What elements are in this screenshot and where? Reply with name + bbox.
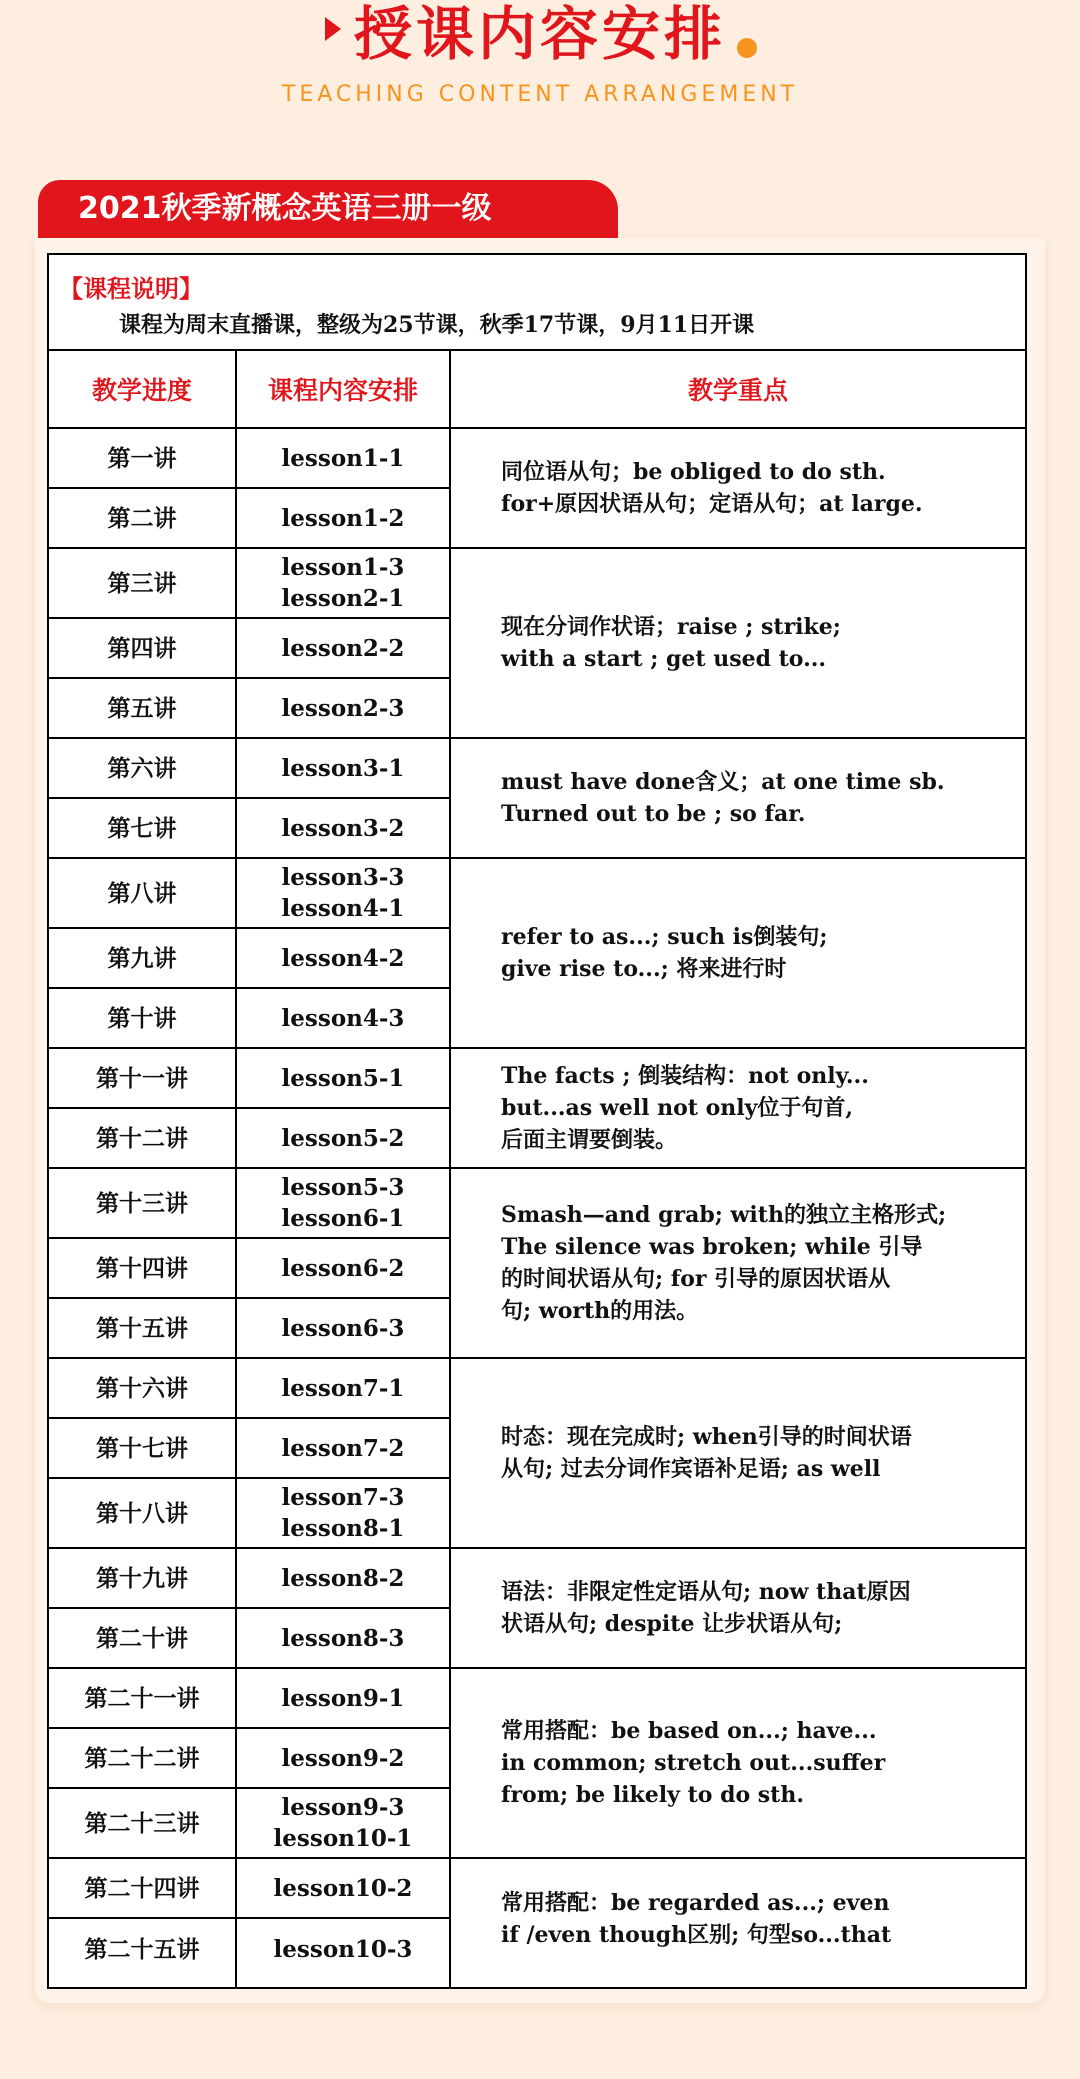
cell-lesson: lesson3-1 xyxy=(237,739,449,799)
cell-progress: 第十八讲 xyxy=(49,1479,235,1549)
cell-lesson: lesson7-2 xyxy=(237,1419,449,1479)
cell-progress: 第十三讲 xyxy=(49,1169,235,1239)
focus-text: 常用搭配：be regarded as...; even if /even though区别; 句型so...that xyxy=(501,1890,892,1948)
cell-lesson: lesson7-3 lesson8-1 xyxy=(237,1479,449,1549)
schedule-table xyxy=(47,253,1027,1989)
cell-progress: 第二十二讲 xyxy=(49,1729,235,1789)
cell-lesson: lesson1-3 lesson2-1 xyxy=(237,549,449,619)
cell-focus xyxy=(451,1049,1025,1169)
cell-focus xyxy=(451,1549,1025,1669)
cell-lesson: lesson8-2 xyxy=(237,1549,449,1609)
page-header xyxy=(0,0,1080,110)
focus-text: must have done含义；at one time sb. Turned out to be ; so far. xyxy=(501,769,945,827)
cell-progress: 第十九讲 xyxy=(49,1549,235,1609)
cell-lesson: lesson9-3 lesson10-1 xyxy=(237,1789,449,1859)
cell-focus xyxy=(451,549,1025,739)
cell-progress: 第二十讲 xyxy=(49,1609,235,1669)
focus-text: 时态：现在完成时; when引导的时间状语 从句; 过去分词作宾语补足语; as well xyxy=(501,1424,912,1482)
cell-lesson: lesson5-2 xyxy=(237,1109,449,1169)
cell-lesson: lesson8-3 xyxy=(237,1609,449,1669)
focus-text: 常用搭配：be based on...; have... in common; stretch out...suffer from; be likely to do sth. xyxy=(501,1718,886,1808)
cell-lesson: lesson10-3 xyxy=(237,1919,449,1979)
cell-progress: 第三讲 xyxy=(49,549,235,619)
cell-progress: 第五讲 xyxy=(49,679,235,739)
course-note xyxy=(49,255,1025,351)
cell-lesson: lesson3-3 lesson4-1 xyxy=(237,859,449,929)
cell-focus xyxy=(451,739,1025,859)
cell-focus xyxy=(451,1359,1025,1549)
cell-progress: 第二十一讲 xyxy=(49,1669,235,1729)
cell-focus xyxy=(451,1859,1025,1979)
cell-progress: 第二十四讲 xyxy=(49,1859,235,1919)
cell-progress: 第二讲 xyxy=(49,489,235,549)
cell-lesson: lesson5-1 xyxy=(237,1049,449,1109)
cell-lesson: lesson6-2 xyxy=(237,1239,449,1299)
cell-progress: 第二十三讲 xyxy=(49,1789,235,1859)
cell-lesson: lesson4-2 xyxy=(237,929,449,989)
cell-progress: 第十二讲 xyxy=(49,1109,235,1169)
focus-text: Smash—and grab; with的独立主格形式; The silence was broken; while 引导 的时间状语从句; for 引导的原因状语从 句; worth的用法。 xyxy=(501,1202,947,1324)
focus-text: 语法：非限定性定语从句; now that原因 状语从句; despite 让步状语从句; xyxy=(501,1579,911,1637)
column-header-progress: 教学进度 xyxy=(49,351,235,429)
cell-focus xyxy=(451,859,1025,1049)
cell-progress: 第六讲 xyxy=(49,739,235,799)
cell-focus xyxy=(451,1169,1025,1359)
cell-focus xyxy=(451,429,1025,549)
cell-progress: 第二十五讲 xyxy=(49,1919,235,1979)
cell-progress: 第十四讲 xyxy=(49,1239,235,1299)
page-subtitle: TEACHING CONTENT ARRANGEMENT xyxy=(281,82,799,107)
dot-icon xyxy=(737,38,757,58)
cell-focus xyxy=(451,1669,1025,1859)
cell-lesson: lesson4-3 xyxy=(237,989,449,1049)
cell-progress: 第十六讲 xyxy=(49,1359,235,1419)
focus-text: 现在分词作状语；raise ; strike; with a start ; get used to... xyxy=(501,614,841,672)
cell-lesson: lesson7-1 xyxy=(237,1359,449,1419)
course-tab: 2021秋季新概念英语三册一级 xyxy=(38,180,618,238)
cell-progress: 第十七讲 xyxy=(49,1419,235,1479)
cell-progress: 第八讲 xyxy=(49,859,235,929)
note-heading: 【课程说明】 xyxy=(59,274,203,303)
cell-lesson: lesson2-3 xyxy=(237,679,449,739)
cell-progress: 第九讲 xyxy=(49,929,235,989)
focus-text: The facts ; 倒装结构：not only... but...as well not only位于句首, 后面主谓要倒装。 xyxy=(501,1063,869,1153)
cell-progress: 第十五讲 xyxy=(49,1299,235,1359)
column-header-lesson: 课程内容安排 xyxy=(237,351,449,429)
cell-lesson: lesson1-2 xyxy=(237,489,449,549)
page-title: 授课内容安排 xyxy=(353,0,726,68)
cell-lesson: lesson1-1 xyxy=(237,429,449,489)
cell-lesson: lesson6-3 xyxy=(237,1299,449,1359)
cell-lesson: lesson2-2 xyxy=(237,619,449,679)
cell-lesson: lesson9-2 xyxy=(237,1729,449,1789)
cell-lesson: lesson5-3 lesson6-1 xyxy=(237,1169,449,1239)
cell-lesson: lesson10-2 xyxy=(237,1859,449,1919)
cell-progress: 第十一讲 xyxy=(49,1049,235,1109)
focus-text: 同位语从句；be obliged to do sth. for+原因状语从句；定语从句；at large. xyxy=(501,459,923,517)
note-body: 课程为周末直播课，整级为25节课，秋季17节课，9月11日开课 xyxy=(119,312,755,338)
column-header-focus: 教学重点 xyxy=(451,351,1025,429)
cell-lesson: lesson9-1 xyxy=(237,1669,449,1729)
cell-progress: 第四讲 xyxy=(49,619,235,679)
focus-text: refer to as...; such is倒装句; give rise to...; 将来进行时 xyxy=(501,924,828,982)
cell-progress: 第七讲 xyxy=(49,799,235,859)
cell-progress: 第十讲 xyxy=(49,989,235,1049)
cell-progress: 第一讲 xyxy=(49,429,235,489)
cell-lesson: lesson3-2 xyxy=(237,799,449,859)
